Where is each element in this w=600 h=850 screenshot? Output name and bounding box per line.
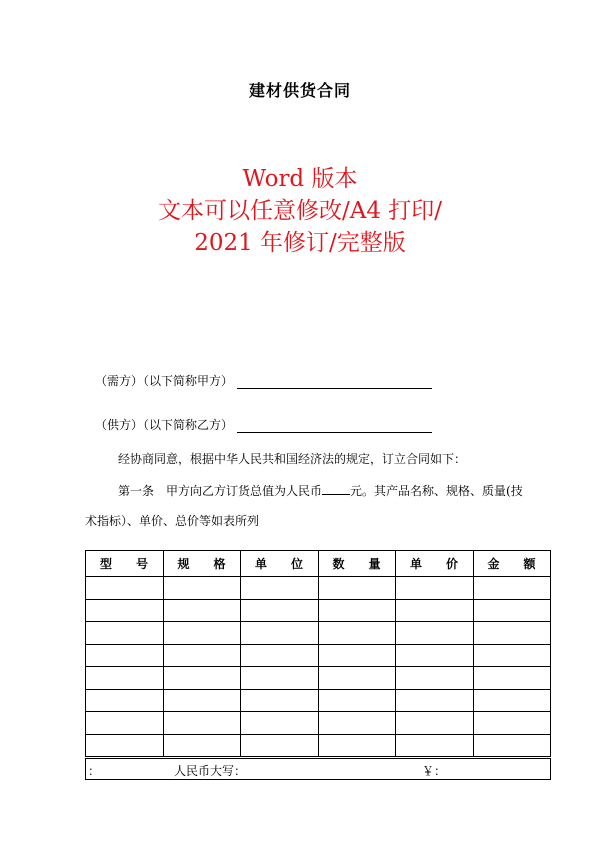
table-cell xyxy=(318,712,396,735)
table-cell xyxy=(473,644,551,667)
table-cell xyxy=(86,577,164,600)
contract-title: 建材供货合同 xyxy=(248,81,351,100)
total-in-words-label: 人民币大写： xyxy=(174,764,247,778)
table-cell xyxy=(396,644,474,667)
banner-line-2: 文本可以任意修改/A4 打印/ xyxy=(157,198,443,224)
table-cell xyxy=(163,667,241,690)
table-cell xyxy=(473,599,551,622)
table-cell xyxy=(241,734,319,757)
total-yen-label: ￥： xyxy=(422,764,447,778)
table-cell xyxy=(473,667,551,690)
table-row xyxy=(86,689,551,712)
table-cell xyxy=(86,599,164,622)
table-cell xyxy=(318,577,396,600)
table-cell xyxy=(318,622,396,645)
article-1-text-b: 元。其产品名称、规格、质量(技 xyxy=(350,484,523,498)
header-model: 型 号 xyxy=(86,551,164,577)
banner-line-3: 2021 年修订/完整版 xyxy=(194,230,406,256)
table-row xyxy=(86,577,551,600)
total-left-mark: ： xyxy=(88,764,101,778)
table-cell xyxy=(163,622,241,645)
table-row xyxy=(86,712,551,735)
table-body xyxy=(86,577,551,757)
table-row xyxy=(86,599,551,622)
table-cell xyxy=(163,599,241,622)
table-cell xyxy=(318,734,396,757)
table-total-row xyxy=(85,758,551,780)
header-spec: 规 格 xyxy=(163,551,241,577)
intro-paragraph: 经协商同意，根据中华人民共和国经济法的规定，订立合同如下： xyxy=(118,452,467,466)
table-cell xyxy=(473,689,551,712)
header-unit-price: 单 价 xyxy=(396,551,474,577)
buyer-label: （需方）（以下简称甲方） xyxy=(95,374,234,388)
table-cell xyxy=(396,577,474,600)
table-cell xyxy=(241,689,319,712)
table-cell xyxy=(396,734,474,757)
table-cell xyxy=(318,689,396,712)
table-cell xyxy=(318,667,396,690)
table-cell xyxy=(396,667,474,690)
table-cell xyxy=(241,644,319,667)
amount-blank xyxy=(322,482,350,495)
buyer-line xyxy=(95,372,432,389)
table-cell xyxy=(163,577,241,600)
table-cell xyxy=(86,712,164,735)
table-cell xyxy=(473,577,551,600)
version-banner xyxy=(0,163,600,259)
table-cell xyxy=(163,644,241,667)
article-1-line-1 xyxy=(118,482,523,500)
table-cell xyxy=(163,712,241,735)
buyer-fill-blank xyxy=(237,374,432,389)
header-unit: 单 位 xyxy=(241,551,319,577)
article-1-text-a: 第一条 甲方向乙方订货总值为人民币 xyxy=(118,484,323,498)
table-cell xyxy=(241,622,319,645)
table-cell xyxy=(241,712,319,735)
table-cell xyxy=(396,599,474,622)
table-cell xyxy=(86,734,164,757)
table-cell xyxy=(318,599,396,622)
table-cell xyxy=(86,644,164,667)
table-row xyxy=(86,644,551,667)
table-cell xyxy=(396,622,474,645)
table-row xyxy=(86,667,551,690)
banner-line-1: Word 版本 xyxy=(242,166,358,192)
table-cell xyxy=(241,577,319,600)
table-cell xyxy=(396,712,474,735)
seller-label: （供方）（以下简称乙方） xyxy=(95,418,234,432)
table-header-row xyxy=(86,551,551,577)
table-cell xyxy=(473,622,551,645)
table-cell xyxy=(473,734,551,757)
article-1-line-2: 术指标）、单价、总价等如表所列 xyxy=(85,514,260,528)
table-cell xyxy=(396,689,474,712)
table-cell xyxy=(163,734,241,757)
table-cell xyxy=(86,667,164,690)
table-cell xyxy=(86,689,164,712)
table-cell xyxy=(241,667,319,690)
table-cell xyxy=(163,689,241,712)
header-quantity: 数 量 xyxy=(318,551,396,577)
header-amount: 金 额 xyxy=(473,551,551,577)
table-row xyxy=(86,734,551,757)
table-row xyxy=(86,622,551,645)
seller-fill-blank xyxy=(237,418,432,433)
table-cell xyxy=(86,622,164,645)
goods-table xyxy=(85,550,551,757)
table-cell xyxy=(473,712,551,735)
table-cell xyxy=(318,644,396,667)
table-cell xyxy=(241,599,319,622)
seller-line xyxy=(95,416,432,433)
